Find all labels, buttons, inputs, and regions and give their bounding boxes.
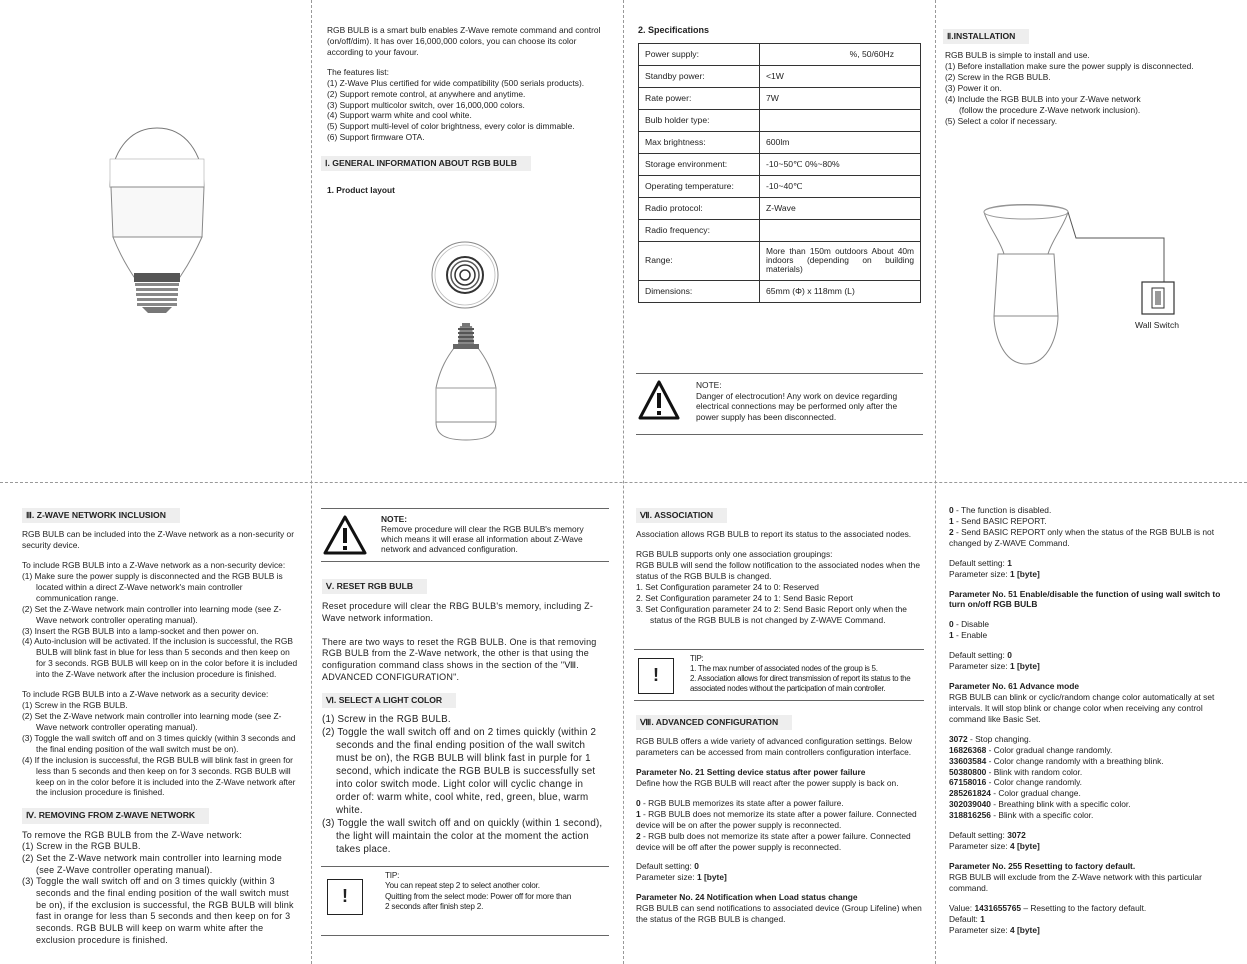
param-desc: Define how the RGB BULB will react after the power supply is back on. — [636, 777, 899, 788]
installation-panel — [945, 29, 1235, 127]
spec-value: -10~50℃ 0%~80% — [760, 153, 921, 175]
param-title: Parameter No. 21 Setting device status after power failure — [636, 767, 866, 778]
param-option — [949, 810, 1234, 821]
exclamation-icon: ! — [638, 658, 674, 694]
param-option — [636, 831, 926, 853]
default-label: Default setting: — [636, 861, 695, 872]
list-item: (2) Set the Z-Wave network main controller into learning mode (see Z-Wave network controller operating manual). — [22, 711, 282, 732]
spec-label: Rate power: — [639, 87, 760, 109]
option-value: 33603584 — [949, 755, 987, 766]
note-label: NOTE: — [696, 380, 722, 390]
parameter-size — [949, 661, 1234, 672]
section-heading: Ⅳ. REMOVING FROM Z-WAVE NETWORK — [22, 808, 209, 823]
option-text: - Enable — [953, 630, 988, 641]
value-number: 1431655765 — [974, 902, 1022, 913]
list-item: 3. Set Configuration parameter 24 to 2: Send Basic Report only when the status of the RGB BULB is not changed by Z-WAVE Command. — [636, 603, 907, 625]
spec-value: 65mm (Φ) x 118mm (L) — [760, 280, 921, 302]
param-option — [949, 734, 1234, 745]
option-text: - Stop changing. — [967, 733, 1031, 744]
tip-box — [321, 866, 609, 936]
bulb-illustration — [100, 125, 215, 325]
note-content — [696, 380, 918, 422]
fold-line — [0, 482, 1247, 483]
option-text: - Blink with a specific color. — [990, 810, 1094, 821]
value-text: – Resetting to the factory default. — [1021, 902, 1147, 913]
warning-icon — [638, 380, 680, 420]
param-desc: RGB BULB will exclude from the Z-Wave network with this particular command. — [949, 871, 1202, 893]
spec-label: Dimensions: — [639, 280, 760, 302]
tip-content — [385, 871, 575, 912]
list-item: (1) Make sure the power supply is disconnected and the RGB BULB is located within a direct Z-Wave network's main controller communication range. — [22, 570, 283, 603]
list-item: 1. Set Configuration parameter 24 to 0: Reserved — [636, 581, 819, 592]
list-item: 2. Set Configuration parameter 24 to 1: Send Basic Report — [636, 592, 853, 603]
list-item: (4) If the inclusion is successful, the RGB BULB will blink fast in green for less than 5 seconds and then keep on for 3 seconds. RGB BULB will keep on in the color before it is included into the Z-Wave network after the inclusion procedure is finished. — [22, 754, 296, 798]
reset-panel — [322, 579, 608, 857]
spec-value: 7W — [760, 87, 921, 109]
tip-line: Quitting from the select mode: Power off for more than 2 seconds after finish step 2. — [385, 891, 572, 911]
install-step: (5) Select a color if necessary. — [945, 115, 1058, 126]
install-step: (2) Screw in the RGB BULB. — [945, 72, 1051, 83]
option-value: 318816256 — [949, 810, 991, 821]
removing-intro: To remove the RGB BULB from the Z-Wave network: — [22, 829, 243, 840]
note-box — [636, 373, 923, 435]
spec-label: Radio protocol: — [639, 197, 760, 219]
param-option — [949, 619, 1234, 630]
option-text: - Send BASIC REPORT. — [953, 515, 1047, 526]
list-item: (2) Set the Z-Wave network main controller into learning mode (see Z-Wave network controller operating manual). — [22, 603, 282, 625]
feature-item: (2) Support remote control, at anywhere and anytime. — [327, 88, 526, 99]
spec-label: Standby power: — [639, 65, 760, 87]
option-text: - Disable — [953, 619, 990, 630]
association-paragraph: RGB BULB will send the follow notification to the associated nodes when the status of the RGB BULB is changed. — [636, 560, 920, 581]
default-value: 0 — [694, 861, 699, 872]
spec-value: %, 50/60Hz — [760, 43, 921, 65]
section-heading: Ⅵ. SELECT A LIGHT COLOR — [322, 693, 456, 708]
reset-paragraph: Reset procedure will clear the RBG BULB's memory, including Z-Wave network information. — [322, 601, 594, 623]
parameter-size — [949, 841, 1234, 852]
tip-content — [690, 654, 922, 694]
option-value: 2 — [949, 526, 954, 537]
default-setting — [949, 830, 1234, 841]
parameter-size — [636, 872, 926, 883]
spec-value — [760, 219, 921, 241]
note-box — [321, 508, 609, 562]
feature-item: (6) Support firmware OTA. — [327, 132, 425, 143]
option-value: 1 — [949, 515, 954, 526]
feature-item: (4) Support warm white and cool white. — [327, 110, 472, 121]
inclusion-intro: RGB BULB can be included into the Z-Wave network as a non-security or security device. — [22, 529, 295, 551]
spec-value: Z-Wave — [760, 197, 921, 219]
param-desc: RGB BULB can send notifications to associated device (Group Lifeline) when the status of the RGB BULB is changed. — [636, 903, 922, 925]
default-label: Default setting: — [949, 557, 1008, 568]
section-heading: Ⅴ. RESET RGB BULB — [322, 579, 427, 594]
default-value: 1 — [980, 913, 985, 924]
nonsec-steps — [22, 571, 300, 680]
table-row — [639, 241, 921, 280]
wall-switch-label: Wall Switch — [1135, 320, 1180, 330]
section-heading: Ⅱ.INSTALLATION — [943, 29, 1029, 44]
association-paragraph: Association allows RGB BULB to report its status to the associated nodes. — [636, 529, 912, 540]
feature-item: (3) Support multicolor switch, over 16,000,000 colors. — [327, 99, 525, 110]
tip-label: TIP: — [385, 871, 400, 880]
table-row — [639, 65, 921, 87]
default-label: Default setting: — [949, 830, 1008, 841]
params-panel — [949, 505, 1234, 936]
option-text: - Breathing blink with a specific color. — [990, 799, 1131, 810]
features-list — [327, 78, 612, 144]
table-row — [639, 109, 921, 131]
param-value — [949, 903, 1234, 914]
note-content — [381, 514, 603, 554]
spec-label: Range: — [639, 241, 760, 280]
param-option — [949, 799, 1234, 810]
exclamation-icon: ! — [327, 879, 363, 915]
feature-item: (5) Support multi-level of color brightness, every color is dimmable. — [327, 121, 575, 132]
list-item: (3) Insert the RGB BULB into a lamp-socket and then power on. — [22, 625, 259, 636]
param-title: Parameter No. 61 Advance mode — [949, 681, 1080, 692]
table-row — [639, 280, 921, 302]
list-item: (1) Screw in the RGB BULB. — [22, 841, 141, 852]
list-item: (3) Toggle the wall switch off and on 3 times quickly (within 3 seconds and the final ending position of the wall switch must be on). — [22, 732, 296, 754]
option-text: - Color change randomly with a breathing blink. — [986, 755, 1164, 766]
spec-label: Radio frequency: — [639, 219, 760, 241]
option-value: 50380800 — [949, 766, 987, 777]
option-value: 0 — [949, 505, 954, 515]
spec-label: Storage environment: — [639, 153, 760, 175]
bulb-top-view — [430, 240, 500, 315]
section-heading: Ⅶ. ASSOCIATION — [636, 508, 727, 523]
param-option — [949, 745, 1234, 756]
default-setting — [949, 558, 1234, 569]
option-value: 16826368 — [949, 744, 987, 755]
size-label: Parameter size: — [949, 568, 1010, 579]
size-value: 4 [byte] — [1009, 924, 1040, 935]
default-setting — [949, 650, 1234, 661]
size-label: Parameter size: — [949, 841, 1010, 852]
default-label: Default: — [949, 913, 981, 924]
param-option — [949, 516, 1234, 527]
association-items — [636, 582, 926, 626]
spec-label: Power supply: — [639, 43, 760, 65]
param-option — [949, 788, 1234, 799]
section-heading: Ⅰ. GENERAL INFORMATION ABOUT RGB BULB — [321, 156, 531, 171]
param-title: Parameter No. 51 Enable/disable the function of using wall switch to turn on/off RGB BULB — [949, 588, 1221, 610]
select-color-steps — [322, 714, 608, 856]
default-setting — [636, 861, 926, 872]
option-value: 67158016 — [949, 777, 987, 788]
sec-title: To include RGB BULB into a Z-Wave network as a security device: — [22, 689, 269, 700]
sec-steps — [22, 700, 300, 798]
option-value: 0 — [949, 619, 954, 630]
default-setting — [949, 914, 1234, 925]
param-option — [636, 809, 926, 831]
option-value: 0 — [636, 797, 641, 808]
list-item: (1) Screw in the RGB BULB. — [322, 714, 451, 726]
list-item: (1) Screw in the RGB BULB. — [22, 700, 128, 711]
tip-label: TIP: — [690, 654, 704, 663]
option-text: - Blink with random color. — [986, 766, 1083, 777]
size-value: 4 [byte] — [1009, 841, 1040, 852]
advanced-panel — [636, 715, 926, 925]
spec-value: <1W — [760, 65, 921, 87]
table-row — [639, 131, 921, 153]
intro-panel — [327, 25, 612, 196]
option-value: 3072 — [949, 733, 968, 744]
table-row — [639, 197, 921, 219]
spec-value: 600lm — [760, 131, 921, 153]
install-step: (3) Power it on. — [945, 82, 1002, 93]
option-text: - Color gradual change. — [990, 788, 1081, 799]
default-value: 1 — [1007, 557, 1012, 568]
param-option — [949, 630, 1234, 641]
option-text: - Color change randomly. — [986, 777, 1083, 788]
nonsec-title: To include RGB BULB into a Z-Wave network as a non-security device: — [22, 560, 286, 571]
removing-steps — [22, 841, 300, 946]
table-row — [639, 175, 921, 197]
intro-description: RGB BULB is a smart bulb enables Z-Wave remote command and control (on/off/dim). It has over 16,000,000 colors, you can choose its color according to your favour. — [327, 25, 601, 57]
table-row — [639, 153, 921, 175]
feature-item: (1) Z-Wave Plus certified for wide compatibility (500 serials products). — [327, 77, 585, 88]
install-step-sub: (follow the procedure Z-Wave network inclusion). — [959, 104, 1141, 115]
install-step: (4) Include the RGB BULB into your Z-Wave network — [945, 93, 1141, 104]
installation-diagram — [976, 200, 1186, 375]
option-text: - Color gradual change randomly. — [986, 744, 1113, 755]
list-item: (3) Toggle the wall switch off and on quickly (within 1 second), the light will maintain the color at the moment the action takes place. — [322, 817, 603, 855]
param-option — [949, 767, 1234, 778]
product-layout-title: 1. Product layout — [327, 185, 395, 196]
parameter-size — [949, 569, 1234, 580]
installation-intro: RGB BULB is simple to install and use. — [945, 50, 1090, 61]
option-text: - RGB bulb does not memorize its state after a power failure. Connected device will be off after the power supply is reconnected. — [636, 830, 911, 852]
bulb-side-view — [428, 322, 504, 449]
note-label: NOTE: — [381, 514, 408, 524]
spec-value — [760, 109, 921, 131]
table-row — [639, 219, 921, 241]
option-text: - RGB BULB does not memorize its state after a power failure. Connected device will be on after the power supply is reconnected. — [636, 808, 917, 830]
tip-line: You can repeat step 2 to select another color. — [385, 881, 540, 891]
association-paragraph: RGB BULB supports only one association groupings: — [636, 549, 833, 560]
size-value: 1 [byte] — [1009, 661, 1040, 672]
param-option — [949, 777, 1234, 788]
table-row — [639, 43, 921, 65]
note-text: Danger of electrocution! Any work on device regarding electrical connections may be performed only after the power supply has been disconnected. — [696, 390, 898, 422]
spec-label: Max brightness: — [639, 131, 760, 153]
spec-value: More than 150m outdoors About 40m indoors (depending on building materials) — [760, 241, 921, 280]
list-item: (2) Toggle the wall switch off and on 2 times quickly (within 2 seconds and the final ending position of the wall switch must be on), the RGB BULB will blink fast in purple for 1 second, which indicate the RGB BULB is successfully set into color switch mode. Light color will cyclic change in order of: warm white, cool white, red, green, blue, warm white. — [322, 727, 597, 816]
spec-label: Bulb holder type: — [639, 109, 760, 131]
size-value: 1 [byte] — [1009, 568, 1040, 579]
option-text: - The function is disabled. — [953, 505, 1052, 515]
inclusion-panel — [22, 508, 300, 946]
option-value: 2 — [636, 830, 641, 841]
param-title: Parameter No. 24 Notification when Load status change — [636, 892, 858, 903]
option-value: 1 — [949, 630, 954, 641]
size-label: Parameter size: — [949, 661, 1010, 672]
option-value: 302039040 — [949, 799, 991, 810]
reset-paragraph: There are two ways to reset the RGB BULB. One is that removing RGB BULB from the Z-Wave network, the other is that using the configuration command class shows in the section of the "Ⅷ. ADVANCED CONFIGURATION". — [322, 636, 597, 682]
size-label: Parameter size: — [636, 872, 697, 883]
tip-box — [634, 649, 924, 701]
tip-line: 1. The max number of associated nodes of the group is 5. — [690, 664, 878, 673]
param-option — [949, 527, 1234, 549]
list-item: (2) Set the Z-Wave network main controller into learning mode (see Z-Wave controller operating manual). — [22, 852, 282, 875]
tip-line: 2. Association allows for direct transmission of report its status to the associated nodes without the participation of main controller. — [690, 674, 911, 693]
option-text: - Send BASIC REPORT only when the status of the RGB BULB is not changed by Z-WAVE Command. — [949, 526, 1215, 548]
table-row — [639, 87, 921, 109]
size-label: Parameter size: — [949, 924, 1010, 935]
param-title: Parameter No. 255 Resetting to factory default. — [949, 860, 1136, 871]
specs-table — [638, 43, 921, 303]
param-desc: RGB BULB can blink or cyclic/random change color automatically at set intervals. It will stop blink or change color when receiving any control command like Basic Set. — [949, 691, 1215, 724]
install-step: (1) Before installation make sure the power supply is disconnected. — [945, 61, 1194, 72]
default-value: 3072 — [1007, 830, 1026, 841]
parameter-size — [949, 925, 1234, 936]
param-option — [949, 756, 1234, 767]
default-value: 0 — [1007, 650, 1012, 661]
param-option — [949, 505, 1234, 516]
size-value: 1 [byte] — [696, 872, 727, 883]
list-item: (4) Auto-inclusion will be activated. If the inclusion is successful, the RGB BULB will blink fast in blue for less than 5 seconds and then keep on for 3 seconds. RGB BULB will keep on in the color before it is included into the Z-Wave network after the inclusion procedure is finished. — [22, 636, 298, 680]
section-heading: Ⅷ. ADVANCED CONFIGURATION — [636, 715, 792, 730]
param-option — [636, 798, 926, 809]
section-heading: Ⅲ. Z-WAVE NETWORK INCLUSION — [22, 508, 180, 523]
spec-value: -10~40℃ — [760, 175, 921, 197]
note-text: Remove procedure will clear the RGB BULB's memory which means it will erase all information about Z-Wave network and advanced configuration. — [381, 524, 584, 555]
features-title: The features list: — [327, 66, 389, 77]
warning-icon — [323, 515, 367, 555]
value-label: Value: — [949, 902, 975, 913]
default-label: Default setting: — [949, 650, 1008, 661]
spec-label: Operating temperature: — [639, 175, 760, 197]
specs-panel — [638, 25, 923, 303]
option-text: - RGB BULB memorizes its state after a power failure. — [640, 797, 844, 808]
option-value: 1 — [636, 808, 641, 819]
specs-title: 2. Specifications — [638, 25, 710, 35]
advanced-intro: RGB BULB offers a wide variety of advanced configuration settings. Below parameters can be accessed from main controllers configuration interface. — [636, 736, 912, 758]
association-panel — [636, 508, 926, 626]
option-value: 285261824 — [949, 788, 991, 799]
list-item: (3) Toggle the wall switch off and on 3 times quickly (within 3 seconds and the final ending position of the wall switch must be on), if the exclusion is successful, the RGB BULB will blink fast in orange for less than 5 seconds and then keep on for 3 seconds. RGB BULB will keep on warm white after the exclusion procedure is finished. — [22, 876, 294, 945]
